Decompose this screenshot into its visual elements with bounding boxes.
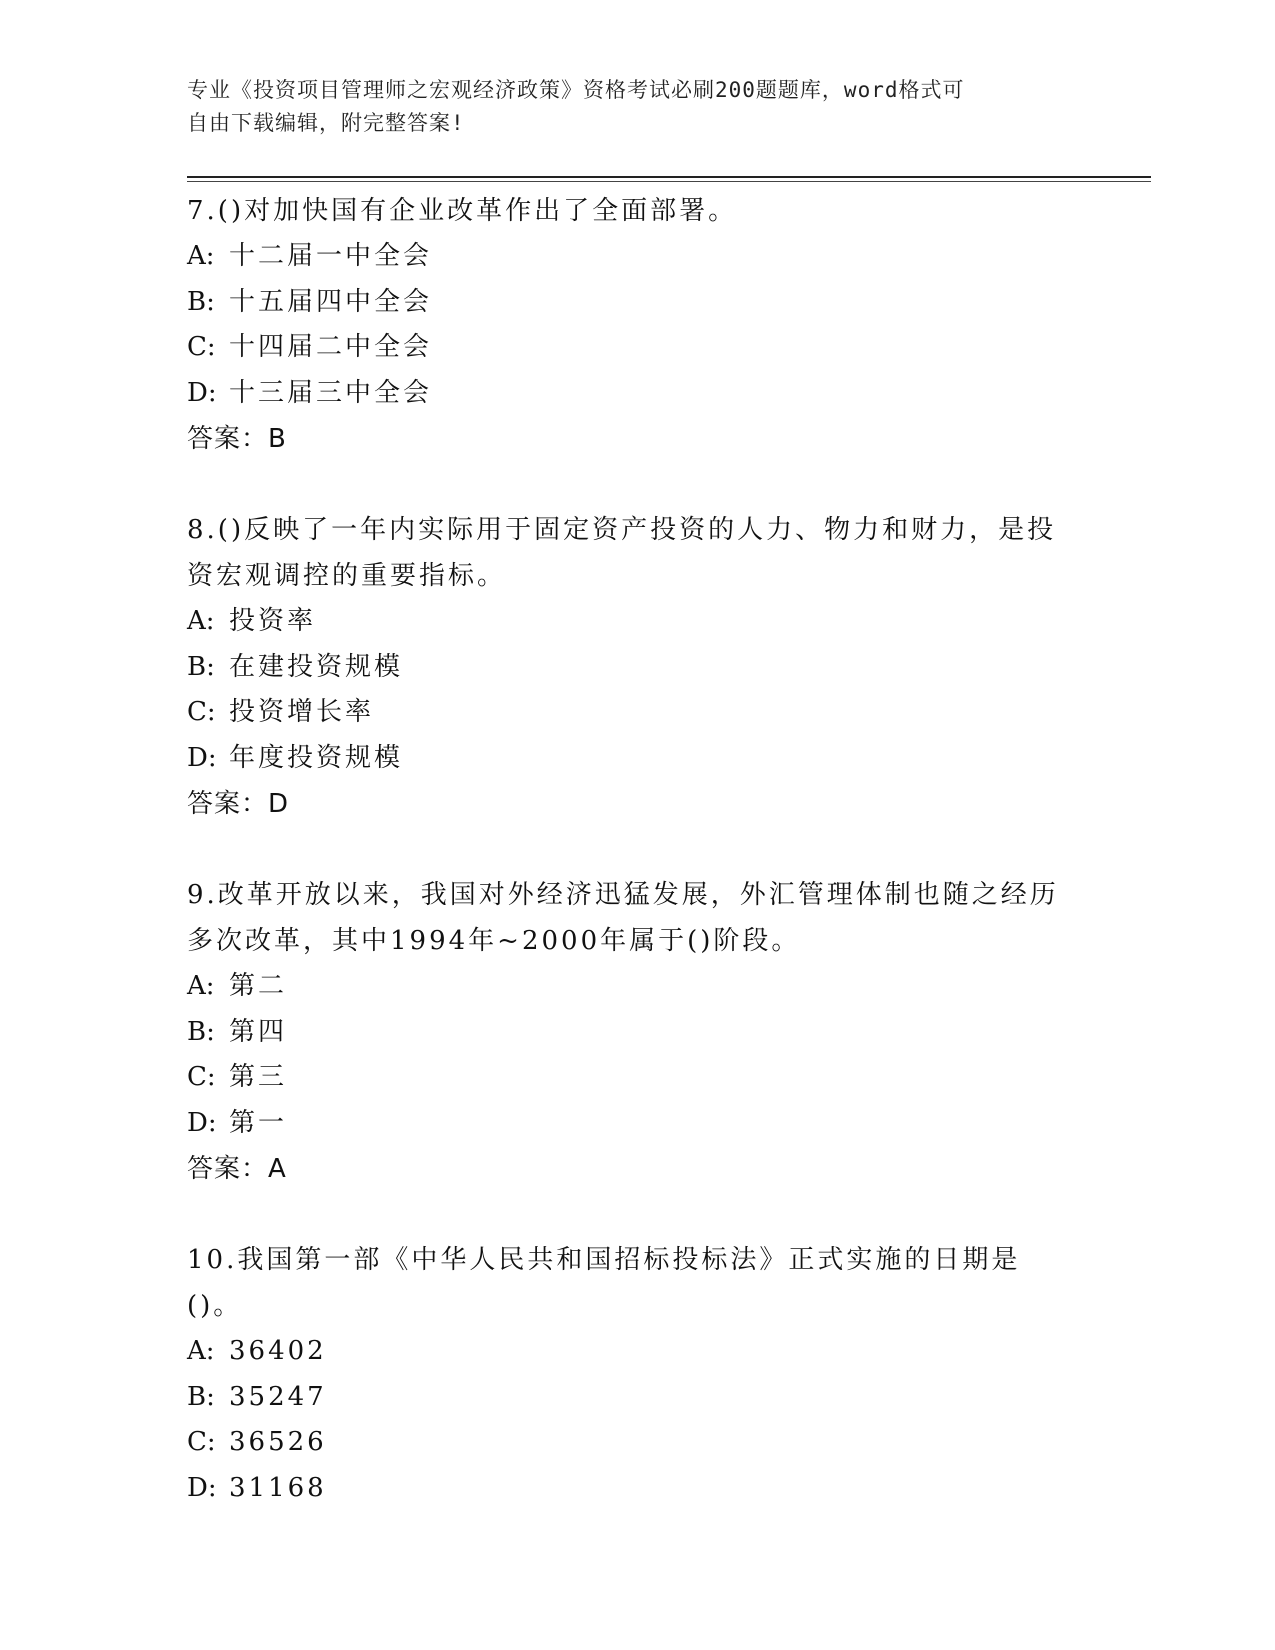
option-text: 36402 [229,1336,327,1366]
option-text: 十三届三中全会 [229,377,433,408]
option-letter: B: [187,1016,215,1047]
option-text: 第二 [229,971,288,1001]
answer-line: 答案：B [187,424,287,454]
option-b [187,280,1067,326]
option-d [187,1101,1067,1147]
question-stem: 10.我国第一部《中华人民共和国招标投标法》正式实施的日期是()。 [187,1245,1021,1321]
option-text: 投资率 [229,606,317,636]
question-7 [187,188,1067,462]
option-letter: A: [187,1336,215,1366]
option-d [187,371,1067,417]
option-text: 十四届二中全会 [229,332,433,362]
option-text: 第四 [229,1016,288,1047]
option-b [187,1375,1067,1421]
question-stem: 8.()反映了一年内实际用于固定资产投资的人力、物力和财力，是投资宏观调控的重要指标。 [187,515,1057,591]
option-letter: D: [187,742,217,773]
option-a [187,1329,1067,1375]
question-10 [187,1237,1067,1511]
option-letter: C: [187,697,216,727]
option-b [187,1010,1067,1056]
option-letter: A: [187,606,215,636]
header-divider [187,176,1151,178]
option-text: 31168 [229,1472,327,1503]
question-stem: 7.()对加快国有企业改革作出了全面部署。 [187,196,738,226]
document-header [187,74,1067,140]
option-letter: A: [187,241,215,271]
question-stem: 9.改革开放以来，我国对外经济迅猛发展，外汇管理体制也随之经历多次改革，其中1994年~2000年属于()阶段。 [187,880,1059,956]
header-line-2: 自由下载编辑，附完整答案! [187,111,465,135]
option-text: 在建投资规模 [229,651,404,682]
option-a [187,599,1067,645]
option-text: 36526 [229,1427,327,1457]
option-c [187,1420,1067,1466]
option-letter: A: [187,971,215,1001]
question-9 [187,872,1067,1192]
option-text: 十二届一中全会 [229,241,433,271]
option-text: 35247 [229,1381,327,1412]
question-8 [187,507,1067,827]
option-letter: D: [187,377,217,408]
option-c [187,325,1067,371]
option-d [187,736,1067,782]
option-letter: C: [187,332,216,362]
option-text: 年度投资规模 [229,742,404,773]
option-letter: C: [187,1062,216,1092]
option-d [187,1466,1067,1512]
answer-line: 答案：D [187,789,290,819]
option-a [187,234,1067,280]
option-text: 投资增长率 [229,697,375,727]
option-c [187,1055,1067,1101]
answer-line: 答案：A [187,1154,287,1184]
option-text: 十五届四中全会 [229,286,433,317]
option-text: 第三 [229,1062,288,1092]
option-letter: B: [187,286,215,317]
option-a [187,964,1067,1010]
question-list [187,188,1067,1556]
option-c [187,690,1067,736]
option-letter: C: [187,1427,216,1457]
option-letter: D: [187,1107,217,1138]
option-letter: B: [187,1381,215,1412]
option-b [187,645,1067,691]
option-letter: B: [187,651,215,682]
header-line-1: 专业《投资项目管理师之宏观经济政策》资格考试必刷200题题库，word格式可 [187,78,965,102]
header-divider-thin [187,181,1151,182]
option-letter: D: [187,1472,217,1503]
option-text: 第一 [229,1107,288,1138]
